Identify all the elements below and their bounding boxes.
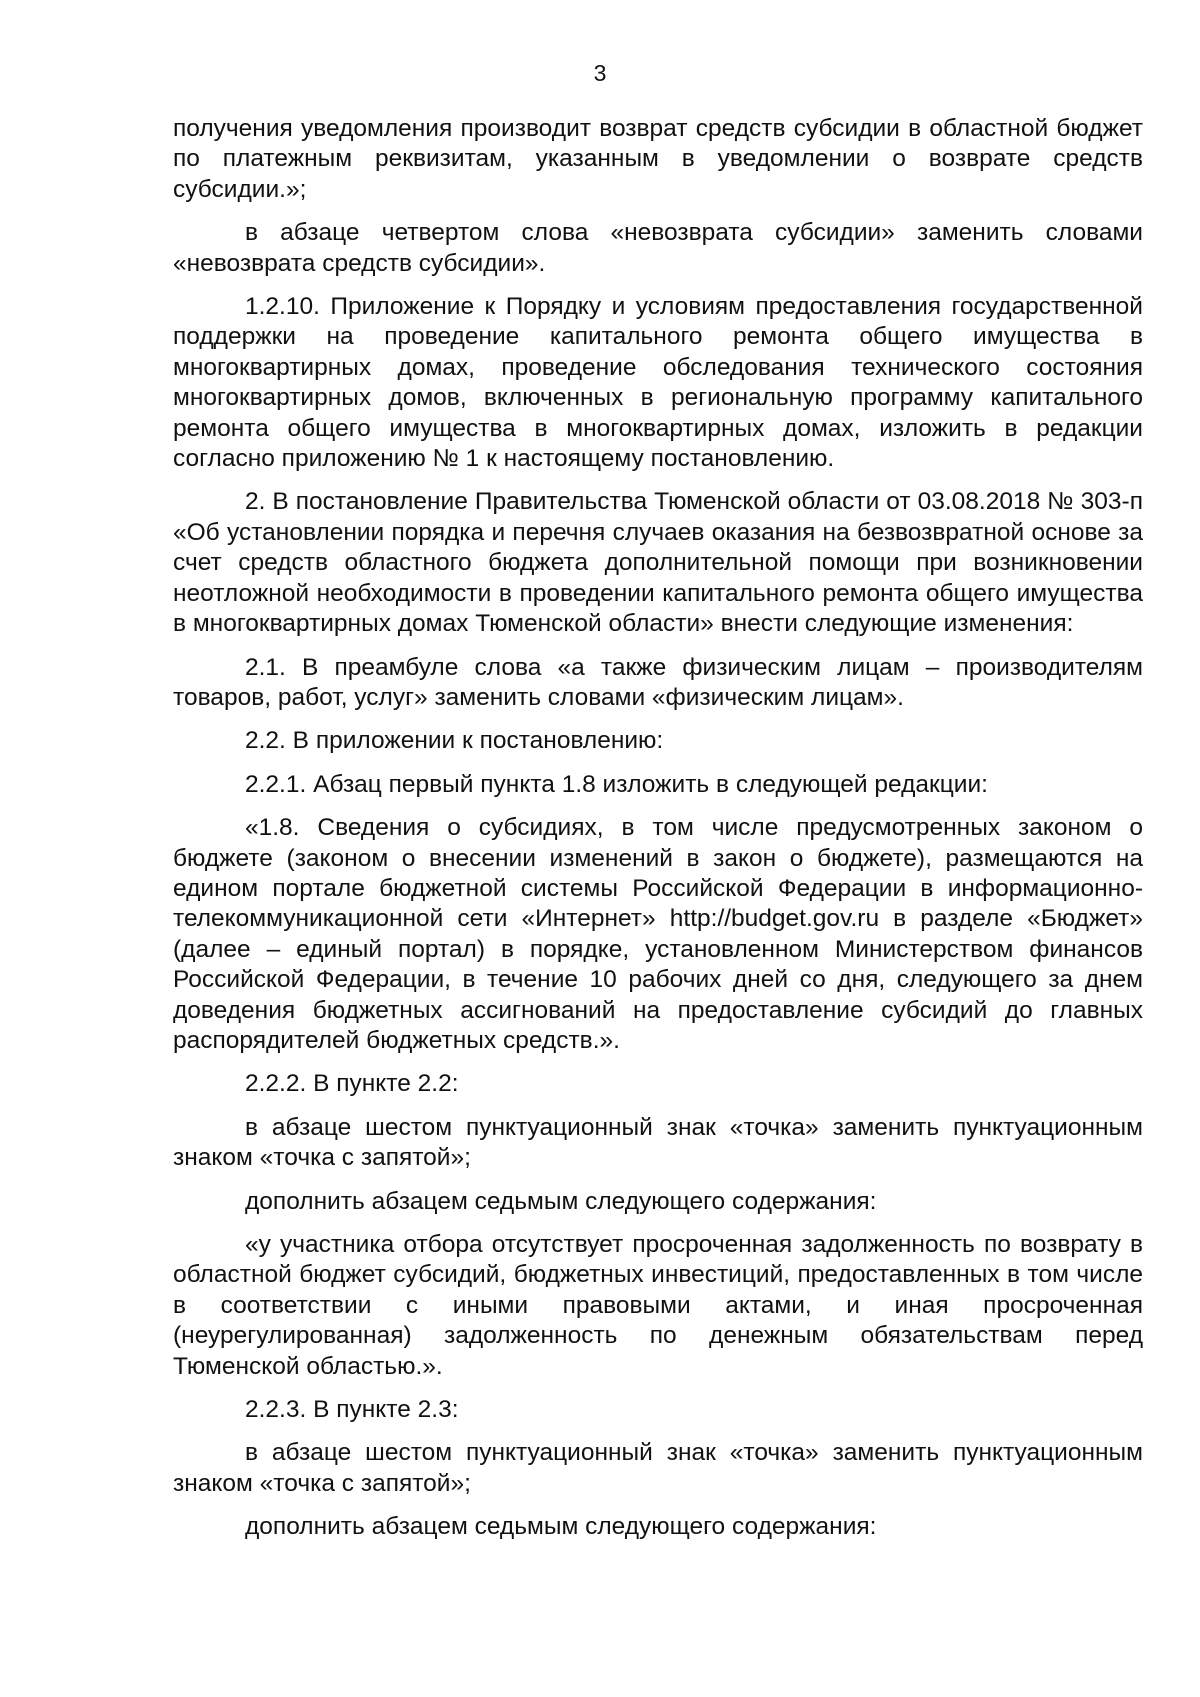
paragraph-add-seventh-clause-2: дополнить абзацем седьмым следующего содержания:	[245, 1513, 877, 1541]
document-body	[173, 114, 1143, 1556]
paragraph-2-2-1: 2.2.1. Абзац первый пункта 1.8 изложить в следующей редакции:	[245, 770, 988, 798]
paragraph-2-2: 2.2. В приложении к постановлению:	[245, 727, 664, 755]
paragraph-2-2-2: 2.2.2. В пункте 2.2:	[245, 1070, 459, 1098]
paragraph-1-8-quote: «1.8. Сведения о субсидиях, в том числе предусмотренных законом о бюджете (законом о внесении изменений в закон о бюджете), размещаются на едином портале бюджетной системы Российской Федерации в информационно-телекоммуникационной сети «Интернет» http://budget.gov.ru в разделе «Бюджет» (далее – единый портал) в порядке, установленном Министерством финансов Российской Федерации, в течение 10 рабочих дней со дня, следующего за днем доведения бюджетных ассигнований на предоставление субсидий до главных распорядителей бюджетных средств.».	[173, 814, 1143, 1054]
paragraph-punctuation-change-1: в абзаце шестом пунктуационный знак «точка» заменить пунктуационным знаком «точка с запятой»;	[173, 1113, 1143, 1172]
paragraph-amendment-fourth-clause: в абзаце четвертом слова «невозврата субсидии» заменить словами «невозврата средств субсидии».	[173, 219, 1143, 277]
paragraph-2-2-3: 2.2.3. В пункте 2.3:	[245, 1396, 459, 1424]
paragraph-continuation: получения уведомления производит возврат средств субсидии в областной бюджет по платежным реквизитам, указанным в уведомлении о возврате средств субсидии.»;	[173, 115, 1143, 203]
paragraph-participant-debt-quote: «у участника отбора отсутствует просроченная задолженность по возврату в областной бюджет субсидий, бюджетных инвестиций, предоставленных в том числе в соответствии с иными правовыми актами, и иная просроченная (неурегулированная) задолженность по денежным обязательствам перед Тюменской областью.».	[173, 1231, 1143, 1380]
paragraph-punctuation-change-2: в абзаце шестом пунктуационный знак «точка» заменить пунктуационным знаком «точка с запятой»;	[173, 1439, 1143, 1497]
paragraph-2-1: 2.1. В преамбуле слова «а также физическим лицам – производителям товаров, работ, услуг» заменить словами «физическим лицам».	[173, 653, 1143, 711]
paragraph-1-2-10: 1.2.10. Приложение к Порядку и условиям предоставления государственной поддержки на проведение капитального ремонта общего имущества в многоквартирных домах, проведение обследования технического состояния многоквартирных домов, включенных в региональную программу капитального ремонта общего имущества в многоквартирных домах, изложить в редакции согласно приложению № 1 к настоящему постановлению.	[173, 293, 1143, 473]
paragraph-add-seventh-clause-1: дополнить абзацем седьмым следующего содержания:	[245, 1187, 877, 1215]
page-number: 3	[593, 60, 607, 86]
paragraph-2: 2. В постановление Правительства Тюменской области от 03.08.2018 № 303-п «Об установлении порядка и перечня случаев оказания на безвозвратной основе за счет средств областного бюджета дополнительной помощи при возникновении неотложной необходимости в проведении капитального ремонта общего имущества в многоквартирных домах Тюменской области» внести следующие изменения:	[173, 488, 1143, 638]
